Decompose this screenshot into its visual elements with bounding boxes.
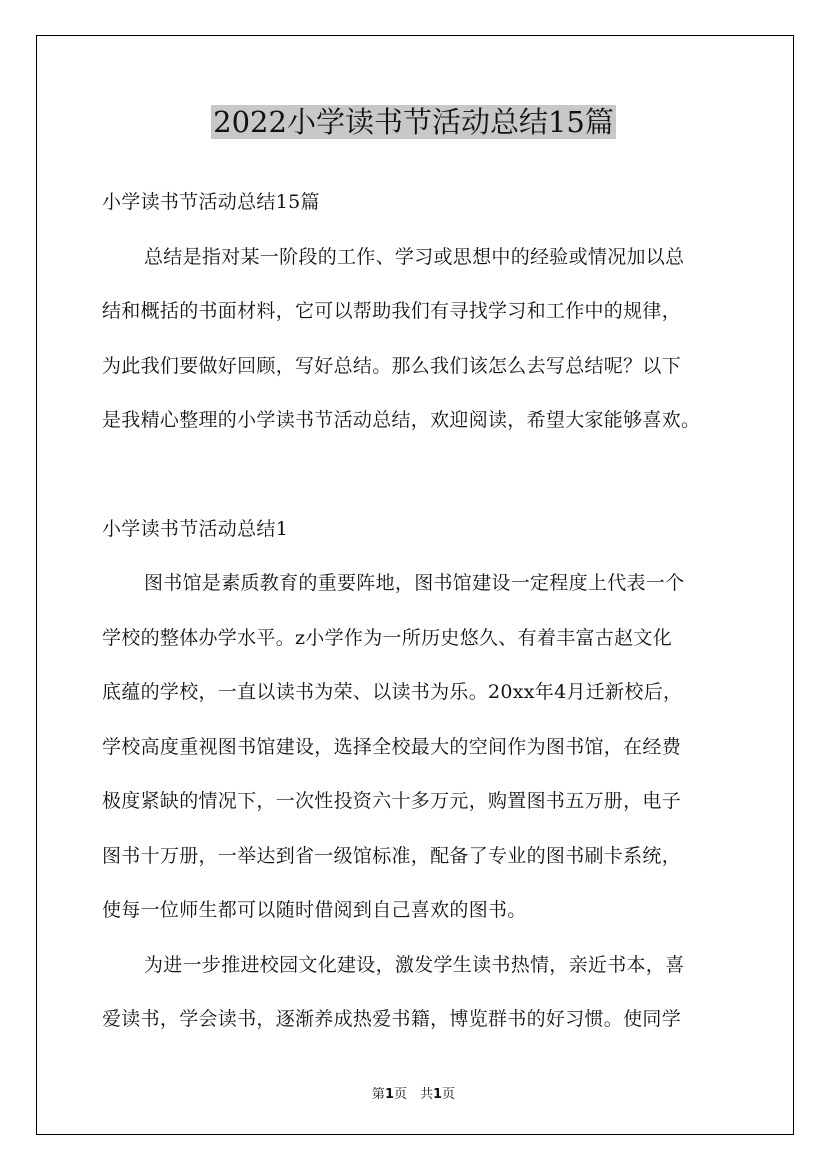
paragraph-line: 总结是指对某一阶段的工作、学习或思想中的经验或情况加以总 [144, 245, 685, 268]
paragraph-line: 是我精心整理的小学读书节活动总结，欢迎阅读，希望大家能够喜欢。 [102, 409, 701, 431]
paragraph-gap [102, 448, 742, 502]
paragraph-line: 学校的整体办学水平。z小学作为一所历史悠久、有着丰富古赵文化 [102, 626, 673, 649]
paragraph-line: 底蕴的学校，一直以读书为荣、以读书为乐。20xx年4月迁新校后， [102, 681, 683, 703]
footer-label: 页 [442, 1087, 456, 1102]
paragraph-line: 为此我们要做好回顾，写好总结。那么我们该怎么去写总结呢？以下 [102, 354, 682, 377]
footer-current-page: 1 [384, 1087, 394, 1102]
paragraph-line: 学校高度重视图书馆建设，选择全校最大的空间作为图书馆，在经费 [102, 735, 682, 758]
paragraph-line: 爱读书，学会读书，逐渐养成热爱书籍，博览群书的好习惯。使同学 [102, 1008, 682, 1030]
page-footer [0, 1083, 827, 1102]
section-heading: 小学读书节活动总结15篇 [102, 191, 320, 213]
paragraph-line: 为进一步推进校园文化建设，激发学生读书热情，亲近书本，喜 [144, 953, 685, 976]
document-title [0, 100, 827, 144]
paragraph-line: 极度紧缺的情况下，一次性投资六十多万元，购置图书五万册，电子 [102, 790, 682, 812]
document-title-text: 2022小学读书节活动总结15篇 [213, 105, 614, 139]
footer-label: 第 [371, 1087, 385, 1102]
section-heading: 小学读书节活动总结1 [102, 517, 289, 540]
document-body [102, 175, 742, 1047]
paragraph-line: 图书馆是素质教育的重要阵地，图书馆建设一定程度上代表一个 [144, 572, 685, 594]
footer-label: 页 共 [393, 1087, 433, 1102]
paragraph-line: 使每一位师生都可以随时借阅到自己喜欢的图书。 [102, 899, 527, 921]
paragraph-line: 图书十万册，一举达到省一级馆标准，配备了专业的图书刷卡系统， [102, 844, 682, 867]
paragraph-line: 结和概括的书面材料，它可以帮助我们有寻找学习和工作中的规律， [102, 300, 682, 322]
footer-total-pages: 1 [433, 1087, 443, 1102]
